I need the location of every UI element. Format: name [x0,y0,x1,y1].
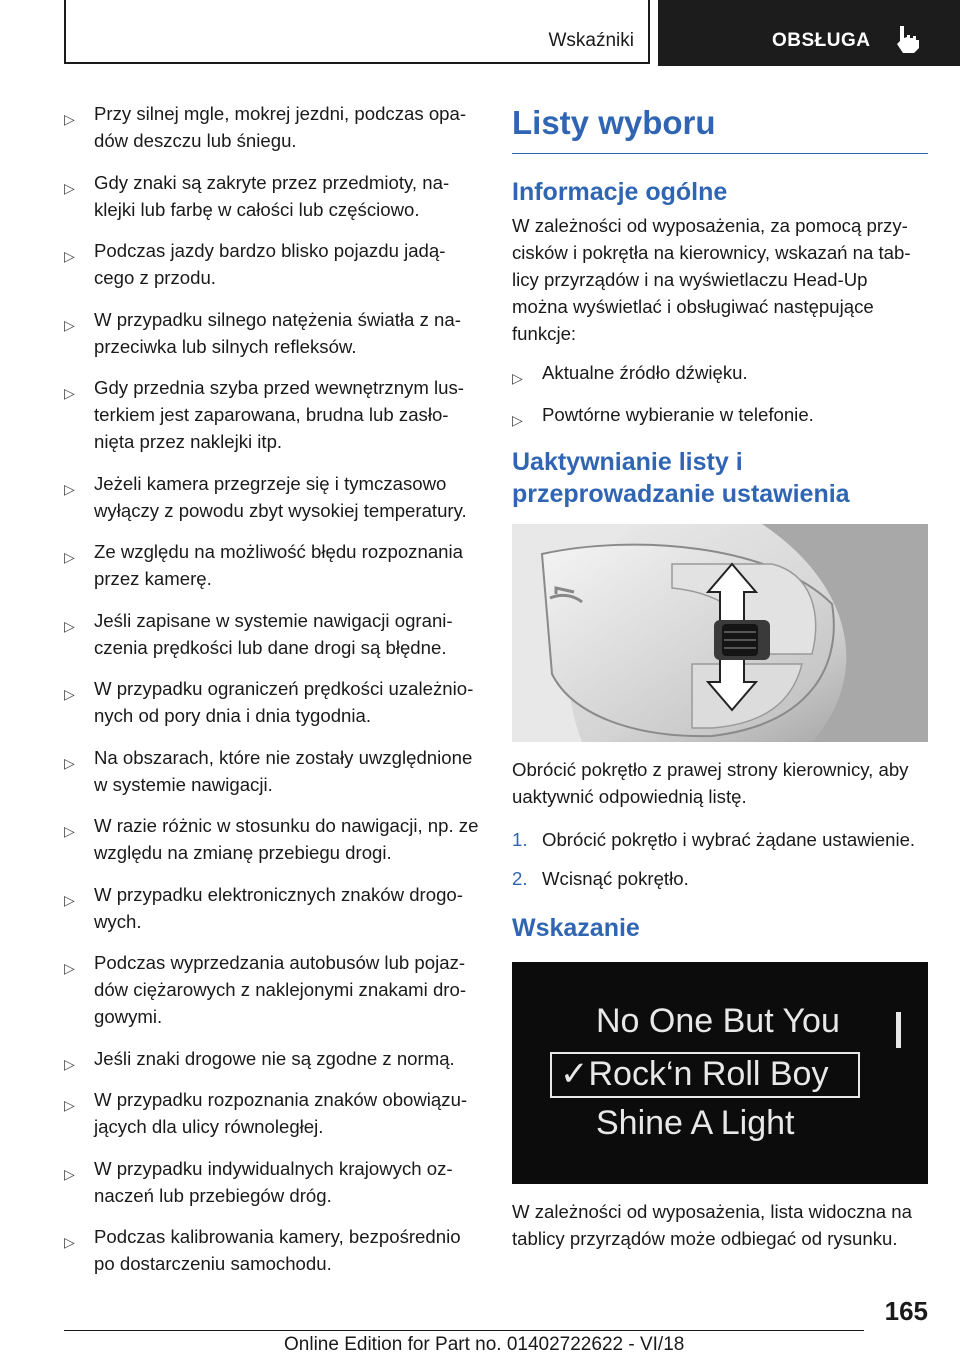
triangle-bullet-icon: ▷ [64,385,75,401]
general-heading: Informacje ogólne [512,178,728,206]
display-heading: Wskazanie [512,913,640,942]
header-section-title: Wskaźniki [548,30,634,51]
instrument-display-illustration [512,962,928,1184]
triangle-bullet-icon: ▷ [64,617,75,634]
bullet-text: Jeśli znaki drogowe nie są zgodne z normą. [94,1047,455,1069]
list-item [64,881,480,935]
list-item [64,812,480,866]
triangle-bullet-icon: ▷ [64,1234,75,1250]
bullet-text: Podczas kalibrowania kamery, bezpośrednio po dostarczeniu samochodu. [94,1226,461,1274]
list-item: ▷ Powtórne wybieranie w telefonie. [512,401,928,428]
list-item: 2. Wcisnąć pokrętło. [512,867,689,889]
pointing-hand-icon [894,24,922,54]
bullet-text: Gdy znaki są zakryte przez przedmioty, na-klejki lub farbę w całości lub częściowo. [94,171,450,220]
display-caption: W zależności od wyposażenia, lista widoczna na tablicy przyrządów może odbiegać od rysunku. [512,1200,912,1249]
bullet-text: W razie różnic w stosunku do nawigacji, np. ze względu na zmianę przebiegu drogi. [94,815,479,863]
bullet-text: Przy silnej mgle, mokrej jezdni, podczas opa-dów deszczu lub śniegu. [94,103,467,151]
page-title: Listy wyboru [512,100,928,154]
triangle-bullet-icon: ▷ [64,1165,75,1182]
bullet-text: W przypadku elektronicznych znaków drogo-wych. [94,883,463,932]
steps-list [512,826,928,892]
right-column [512,100,928,1252]
bullet-text: Podczas jazdy bardzo blisko pojazdu jadą-cego z przodu. [94,240,446,288]
list-item [64,1223,480,1277]
general-bullet-list [512,359,928,428]
list-item [64,470,480,524]
list-item [64,100,480,154]
bullet-text: Podczas wyprzedzania autobusów lub pojaz-dów ciężarowych z naklejonymi znakami dro-gowymi. [94,952,467,1027]
display-list-item: Shine A Light [596,1103,795,1142]
list-item [64,169,480,223]
triangle-bullet-icon: ▷ [64,549,75,565]
list-item: 1. Obrócić pokrętło i wybrać żądane ustawienie. [512,828,916,850]
wheel-caption: Obrócić pokrętło z prawej strony kierownicy, aby uaktywnić odpowiednią listę. [512,758,909,807]
triangle-bullet-icon: ▷ [64,960,75,976]
list-item [64,675,480,729]
triangle-bullet-icon: ▷ [64,179,75,196]
list-item: ▷ Aktualne źródło dźwięku. [512,359,928,386]
bullet-text: Jeżeli kamera przegrzeje się i tymczasowo wyłączy z powodu zbyt wysokiej temperatury. [94,472,467,521]
triangle-bullet-icon: ▷ [64,248,75,264]
triangle-bullet-icon: ▷ [64,480,75,497]
bullet-text: Ze względu na możliwość błędu rozpoznania przez kamerę. [94,541,463,589]
activate-heading: Uaktywnianie listy i przeprowadzanie ustawienia [512,447,850,508]
list-item [64,949,480,1030]
bullet-text: Na obszarach, które nie zostały uwzględnione w systemie nawigacji. [94,746,473,795]
footer-edition: Online Edition for Part no. 01402722622 - VI/18 [284,1334,685,1355]
bullet-text: Jeśli zapisane w systemie nawigacji ograni-czenia prędkości lub dane drogi są błędne. [94,609,453,658]
triangle-bullet-icon: ▷ [64,111,75,127]
list-item [64,1155,480,1209]
bullet-text: W przypadku rozpoznania znaków obowiązu-jących dla ulicy równoległej. [94,1089,468,1137]
footer-divider [64,1330,864,1331]
list-item [64,374,480,455]
bullet-text: Gdy przednia szyba przed wewnętrznym lus-terkiem jest zaparowana, brudna lub zasło-nięta przez naklejki itp. [94,377,464,452]
triangle-bullet-icon: ▷ [512,411,523,428]
display-scrollbar [896,1012,901,1048]
list-item [64,1045,480,1072]
triangle-bullet-icon: ▷ [64,686,75,702]
list-item [64,538,480,592]
header-chapter-title: OBSŁUGA [772,30,871,51]
list-item [64,237,480,291]
conditions-list [64,100,480,1277]
bullet-text: W przypadku indywidualnych krajowych oz-naczeń lub przebiegów dróg. [94,1157,453,1206]
header-chapter-box [658,0,960,66]
triangle-bullet-icon: ▷ [64,1055,75,1072]
display-list-item-selected: ✓Rock‘n Roll Boy [560,1054,829,1093]
header-section-box [64,0,650,64]
list-item [64,607,480,661]
triangle-bullet-icon: ▷ [64,1097,75,1113]
bullet-text: W przypadku ograniczeń prędkości uzależnio-nych od pory dnia i dnia tygodnia. [94,678,474,726]
list-item [64,1086,480,1140]
triangle-bullet-icon: ▷ [64,891,75,908]
steering-wheel-dial-illustration [512,524,928,742]
bullet-text: W przypadku silnego natężenia światła z na-przeciwka lub silnych refleksów. [94,308,461,357]
general-text: W zależności od wyposażenia, za pomocą przy-cisków i pokrętła na kierownicy, wskazań na tab-licy przyrządów i na wyświetlaczu Head-Up można wyświetlać i obsługiwać następujące funkcje: [512,215,911,344]
triangle-bullet-icon: ▷ [64,316,75,333]
list-item [64,744,480,798]
display-list-item: No One But You [596,1001,840,1040]
page-number: 165 [884,1296,928,1326]
triangle-bullet-icon: ▷ [64,823,75,839]
triangle-bullet-icon: ▷ [512,370,523,386]
list-item [64,306,480,360]
triangle-bullet-icon: ▷ [64,754,75,771]
left-column [64,100,480,1292]
